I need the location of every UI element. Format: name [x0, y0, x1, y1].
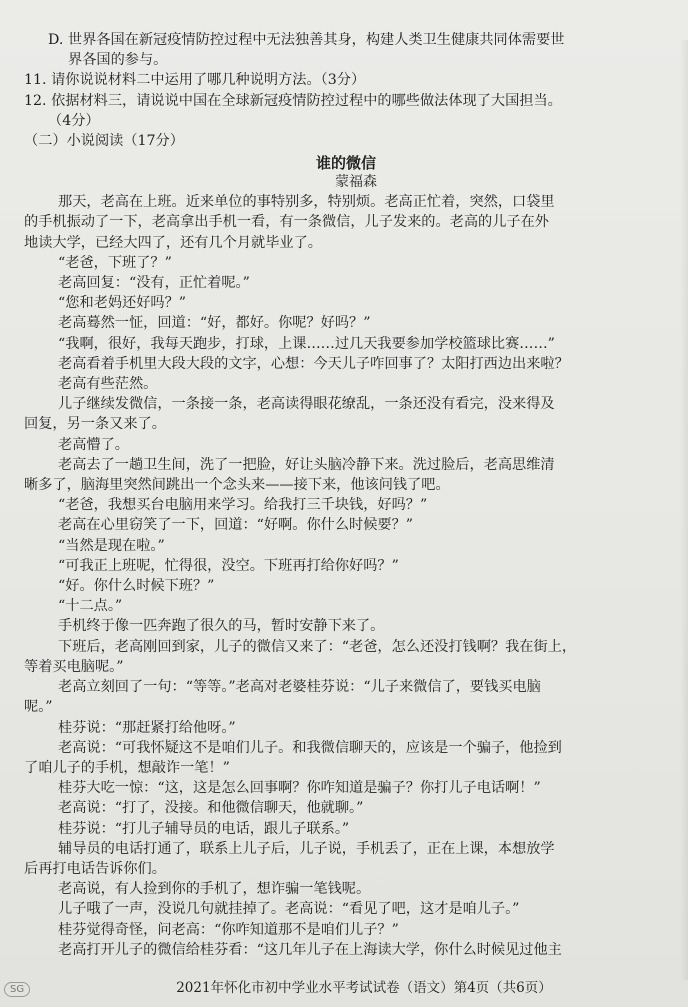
page-fold-shadow [680, 40, 688, 980]
story-line: 了咱儿子的手机，想敲诈一笔！” [24, 759, 230, 776]
question-line: D. 世界各国在新冠疫情防控过程中无法独善其身，构建人类卫生健康共同体需要世 [48, 32, 565, 48]
story-line: 手机终于像一匹奔跑了很久的马，暂时安静下来了。 [58, 618, 385, 635]
story-line: 地读大学，已经大四了，还有几个月就毕业了。 [24, 234, 322, 251]
question-line: （二）小说阅读（17分） [24, 133, 184, 150]
story-line: 辅导员的电话打通了，联系上儿子后，儿子说，手机丢了，正在上课，本想放学 [58, 840, 555, 857]
story-line: 桂芬说：“打儿子辅导员的电话，跟儿子联系。” [58, 820, 350, 837]
story-line: 桂芬说：“那赶紧打给他呀。” [58, 719, 236, 736]
story-line: 儿子继续发微信，一条接一条，老高读得眼花缭乱，一条还没有看完，没来得及 [58, 396, 555, 413]
story-line: “您和老妈还好吗？” [58, 295, 187, 312]
story-line: “十二点。” [58, 598, 123, 615]
story-line: 的手机振动了一下，老高拿出手机一看，有一条微信，儿子发来的。老高的儿子在外 [24, 214, 549, 231]
story-line: 桂芬觉得奇怪，问老高：“你咋知道那不是咱们儿子？” [58, 921, 399, 938]
story-title: 谁的微信 [315, 154, 376, 173]
story-line: 老高有些茫然。 [58, 376, 158, 393]
story-line: 老高说：“可我怀疑这不是咱们儿子。和我微信聊天的，应该是一个骗子，他捡到 [58, 739, 562, 756]
story-line: 等着买电脑呢。” [24, 658, 124, 675]
story-line: 老高打开儿子的微信给桂芬看：“这几年儿子在上海读大学，你什么时候见过他主 [58, 941, 562, 958]
story-line: 老高说：“打了，没接。和他微信聊天，他就聊。” [58, 800, 364, 817]
story-line: 老高懵了。 [58, 436, 129, 453]
story-line: “老爸，我想买台电脑用来学习。给我打三千块钱，好吗？” [58, 497, 428, 514]
story-line: 老高去了一趟卫生间，洗了一把脸，好让头脑冷静下来。洗过脸后，老高思维清 [58, 456, 555, 473]
story-line: 下班后，老高刚回到家，儿子的微信又来了：“老爸，怎么还没打钱啊？我在街上， [58, 638, 577, 655]
question-line: （4分） [48, 112, 100, 129]
story-line: 回复，另一条又来了。 [24, 416, 166, 433]
story-line: 桂芬大吃一惊：“这，这是怎么回事啊？你咋知道是骗子？你打儿子电话啊！” [58, 780, 541, 797]
story-line: 老高在心里窃笑了一下，回道：“好啊。你什么时候要？” [58, 517, 414, 534]
question-line: 12. 依据材料三，请说说中国在全球新冠疫情防控过程中的哪些做法体现了大国担当。 [24, 92, 562, 109]
story-line: 老高蓦然一怔，回道：“好，都好。你呢？好吗？” [58, 315, 371, 332]
question-line: 界各国的参与。 [68, 52, 168, 69]
story-line: “好。你什么时候下班？” [58, 578, 215, 595]
story-line: 儿子哦了一声，没说几句就挂掉了。老高说：“看见了吧，这才是咱儿子。” [58, 901, 520, 918]
story-line: 老高立刻回了一句：“等等。”老高对老婆桂芬说：“儿子来微信了，要钱买电脑 [58, 679, 541, 696]
story-line: 老高看着手机里大段大段的文字，心想：今天儿子咋回事了？太阳打西边出来啦？ [58, 355, 569, 372]
story-author: 蒙福森 [335, 174, 377, 191]
story-line: 呢。” [24, 699, 53, 716]
story-line: “我啊，很好，我每天跑步，打球，上课……过几天我要参加学校篮球比赛……” [58, 335, 555, 352]
story-line: “可我正上班呢，忙得很，没空。下班再打给你好吗？” [58, 557, 399, 574]
question-line: 11. 请你说说材料二中运用了哪几种说明方法。（3分） [24, 72, 366, 89]
story-line: 老高回复：“没有，正忙着呢。” [58, 275, 250, 292]
story-line: 晰多了，脑海里突然间跳出一个念头来——接下来，他该问钱了吧。 [24, 477, 450, 494]
story-line: “老爸，下班了？” [58, 254, 172, 271]
story-line: 后再打电话告诉你们。 [24, 860, 166, 877]
story-body [24, 192, 668, 960]
story-line: 老高说，有人捡到你的手机了，想诈骗一笔钱呢。 [58, 881, 371, 898]
question-section [24, 30, 668, 151]
story-line: 那天，老高在上班。近来单位的事特别多，特别烦。老高正忙着，突然，口袋里 [58, 194, 555, 211]
watermark-logo: SG [4, 982, 30, 997]
story-line: “当然是现在啦。” [58, 537, 165, 554]
page-footer: 2021年怀化市初中学业水平考试试卷（语文）第4页（共6页） [176, 980, 552, 996]
